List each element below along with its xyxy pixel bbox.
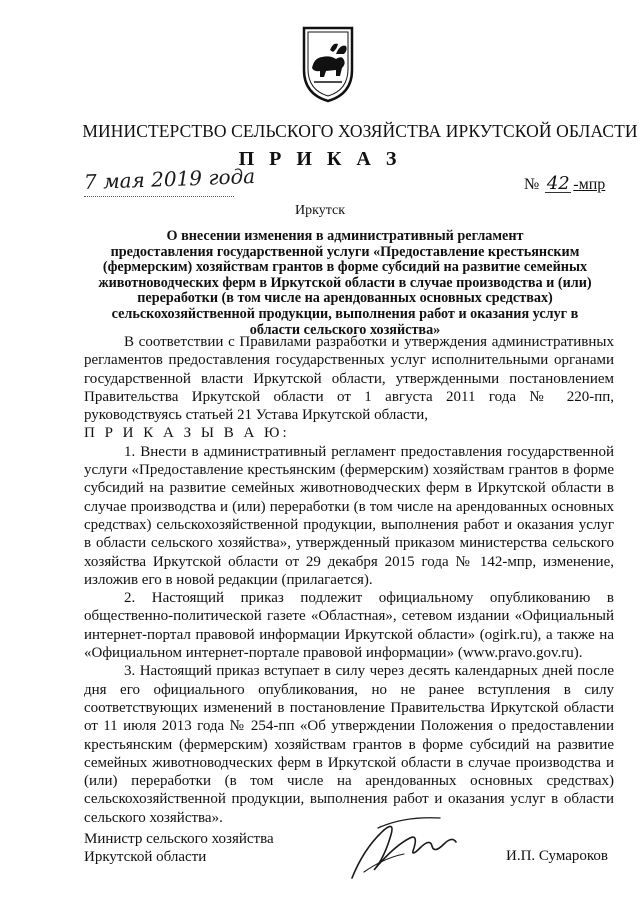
order-number-handwritten: 42 — [546, 173, 570, 194]
signer-position-line: Министр сельского хозяйства — [84, 831, 274, 847]
order-body — [84, 333, 614, 827]
title-line: О внесении изменения в административный регламент — [166, 228, 524, 244]
coat-of-arms-emblem — [300, 24, 356, 104]
signer-position — [84, 830, 274, 867]
handwritten-date: 7 мая 2019 года — [83, 164, 256, 194]
city-name: Иркутск — [294, 203, 346, 218]
document-type-title: П Р И К А З — [238, 148, 402, 170]
prikazyvayu-heading: П Р И К А З Ы В А Ю: — [84, 425, 290, 442]
number-sign: № — [524, 176, 540, 193]
ministry-name: МИНИСТЕРСТВО СЕЛЬСКОГО ХОЗЯЙСТВА ИРКУТСКОЙ ОБЛАСТИ — [82, 121, 638, 141]
title-line: сельскохозяйственной продукции, выполнения работ и оказания услуг в — [111, 305, 579, 322]
order-number-suffix: -мпр — [573, 176, 606, 193]
title-line: предоставления государственной услуги «Предоставление крестьянским — [110, 243, 580, 260]
signer-name: И.П. Сумароков — [506, 848, 609, 864]
title-line: области сельского хозяйства» — [249, 321, 441, 338]
title-line: животноводческих ферм в Иркутской области в случае производства и (или) — [98, 274, 592, 291]
preamble-paragraph: В соответствии с Правилами разработки и утверждения административных регламентов предоставления государственных услуг исполнительными органами государственной власти Иркутской области, утвержденными постановлением Правительства Иркутской области от 1 августа 2011 года № 220-пп, руководствуясь статьей 21 Устава Иркутской области, — [84, 334, 614, 424]
item-3-paragraph: 3. Настоящий приказ вступает в силу через десять календарных дней после дня его официального опубликования, но не ранее вступления в силу соответствующих изменений в постановление Правительства Иркутской области от 11 июля 2013 года № 254-пп «Об утверждении Положения о предоставлении крестьянским (фермерским) хозяйствам грантов в форме субсидий на развитие семейных животноводческих ферм в Иркутской области в случае производства и (или) переработки (в том числе на арендованных основных средствах) сельскохозяйственной продукции, выполнения работ и оказания услуг в области сельского хозяйства». — [84, 663, 614, 826]
order-number — [524, 173, 606, 194]
title-line: (фермерским) хозяйствам грантов в форме субсидий на развитие семейных — [102, 259, 588, 276]
item-2-paragraph: 2. Настоящий приказ подлежит официальному опубликованию в общественно-политической газете «Областная», сетевом издании «Официальный интернет-портал правовой информации Иркутской области» (ogirk.ru), а также на «Официальном интернет-портале правовой информации» (www.pravo.gov.ru). — [84, 590, 614, 662]
order-title — [80, 229, 610, 338]
title-line: переработки (в том числе на арендованных основных средствах) — [137, 290, 553, 307]
signer-position-line: Иркутской области — [84, 849, 207, 866]
date-underline — [84, 196, 234, 197]
handwritten-signature — [344, 808, 484, 888]
item-1-paragraph: 1. Внести в административный регламент предоставления государственной услуги «Предоставление крестьянским (фермерским) хозяйствам грантов в форме субсидий на развитие семейных животноводческих ферм в Иркутской области в случае производства и (или) переработки (в том числе на арендованных основных средствах) сельскохозяйственной продукции, выполнения работ и оказания услуг в области сельского хозяйства», утвержденный приказом министерства сельского хозяйства Иркутской области от 29 декабря 2015 года № 142-мпр, изменение, изложив его в новой редакции (прилагается). — [84, 443, 614, 588]
